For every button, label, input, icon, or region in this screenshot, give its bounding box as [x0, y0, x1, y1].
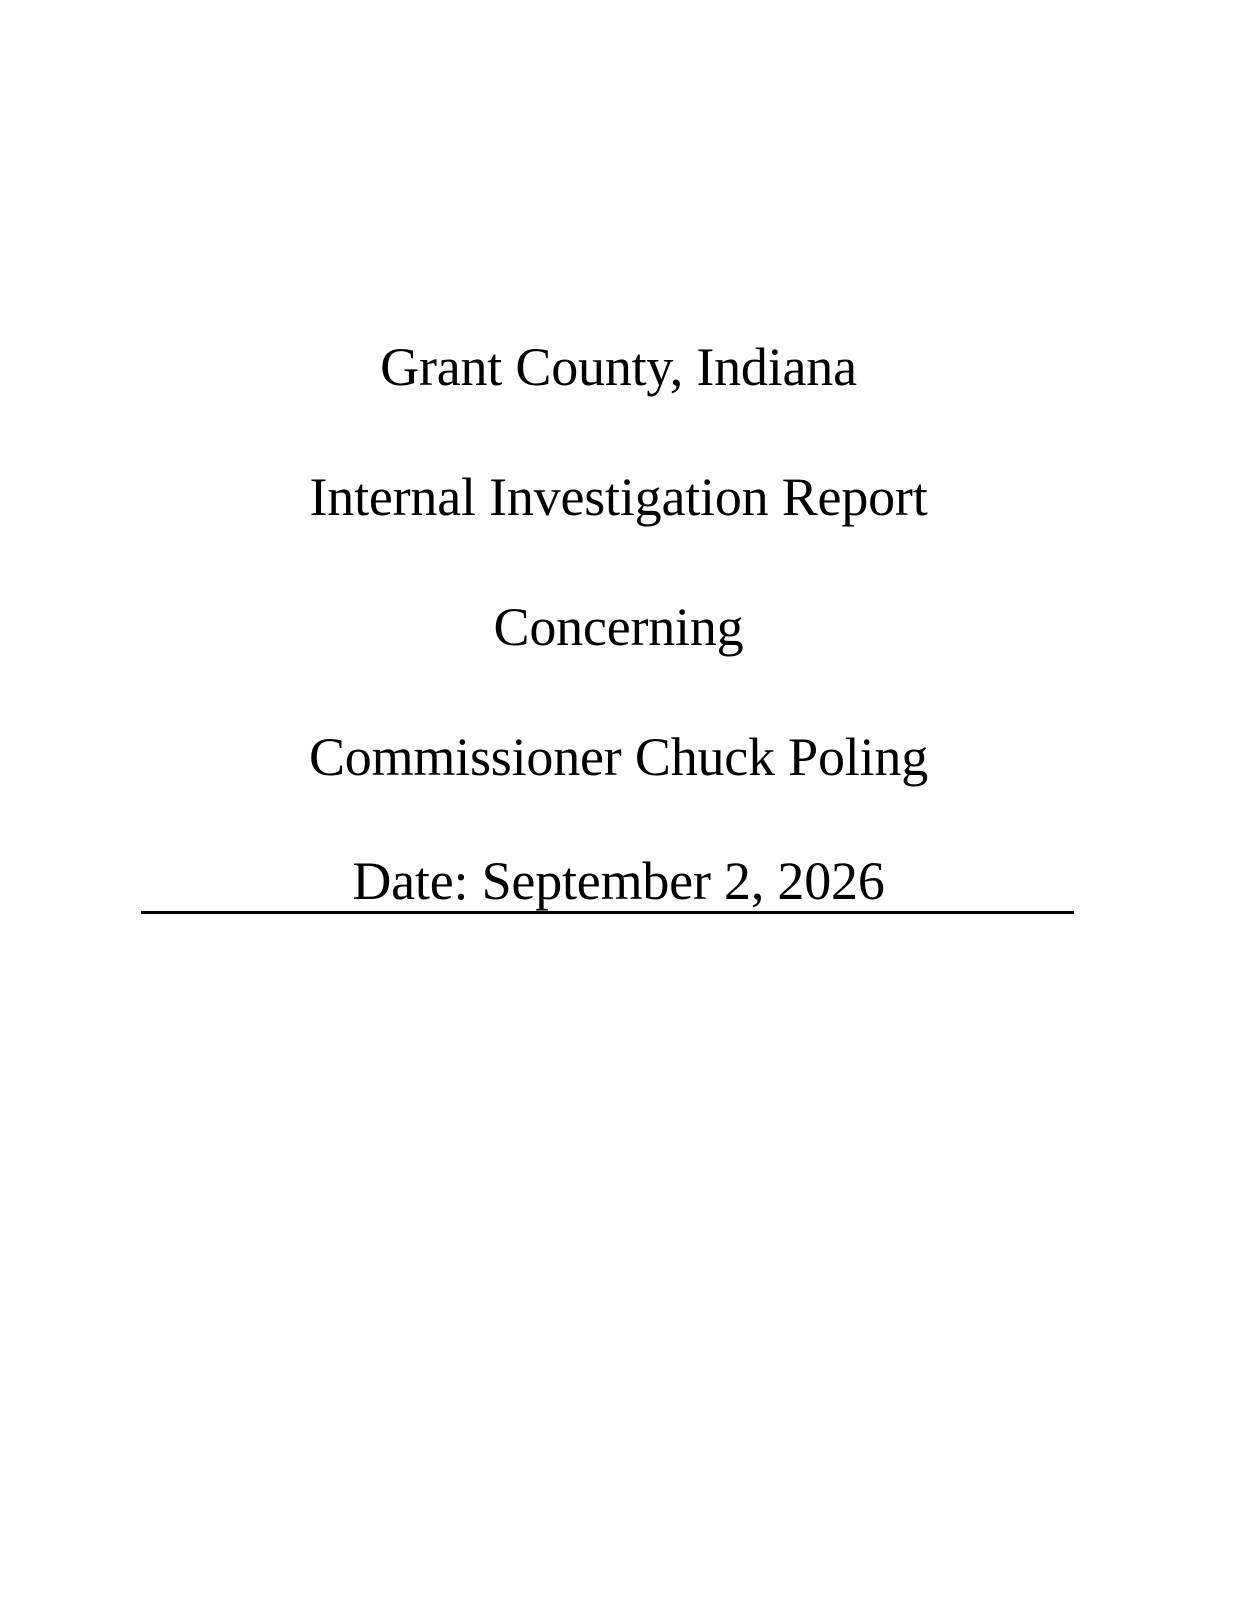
subject-name: Commissioner Chuck Poling: [308, 727, 929, 787]
report-title: Internal Investigation Report: [309, 467, 928, 527]
concerning-label: Concerning: [493, 597, 744, 657]
report-date: Date: September 2, 2026: [352, 851, 885, 911]
horizontal-rule: [141, 911, 1074, 914]
county-heading: Grant County, Indiana: [380, 337, 857, 397]
